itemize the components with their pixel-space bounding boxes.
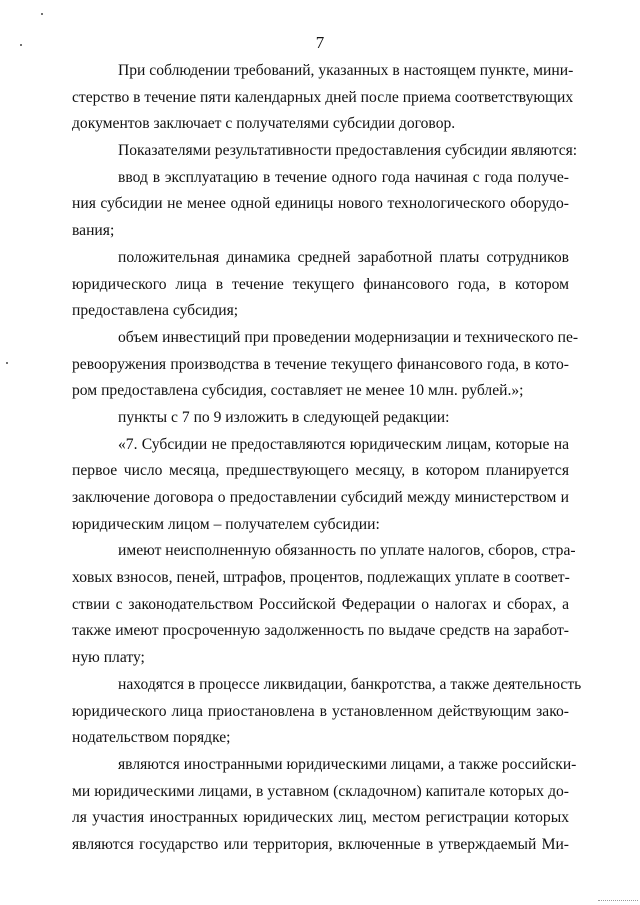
paragraph-line: нодательством порядке;	[72, 729, 231, 747]
scan-speck	[41, 13, 43, 15]
paragraph-line: ния субсидии не менее одной единицы нового технологического оборудо-	[72, 195, 569, 213]
paragraph-line: Показателями результативности предоставления субсидии являются:	[118, 142, 578, 160]
paragraph-line: предоставлена субсидия;	[72, 302, 239, 320]
scan-speck	[6, 362, 8, 364]
scan-edge-mark	[598, 900, 638, 902]
paragraph-line: пункты с 7 по 9 изложить в следующей редакции:	[118, 408, 450, 426]
paragraph-line: также имеют просроченную задолженность по выдаче средств на заработ-	[72, 622, 569, 640]
paragraph-line: ную плату;	[72, 649, 145, 667]
paragraph-line: юридического лица в течение текущего финансового года, в котором	[72, 275, 569, 293]
body-text	[72, 58, 582, 859]
paragraph-line: документов заключает с получателями субсидии договор.	[72, 115, 456, 133]
paragraph-line: При соблюдении требований, указанных в настоящем пункте, мини-	[118, 62, 574, 79]
paragraph-line: являются иностранными юридическими лицами, а также российски-	[118, 755, 577, 773]
paragraph-line: юридическим лицом – получателем субсидии:	[72, 515, 380, 533]
paragraph-line: имеют неисполненную обязанность по уплате налогов, сборов, стра-	[118, 542, 576, 560]
paragraph-line: ля участия иностранных юридических лиц, местом регистрации которых	[72, 809, 569, 827]
paragraph-line: ховых взносов, пеней, штрафов, процентов, подлежащих уплате в соответ-	[72, 569, 570, 587]
paragraph-line: «7. Субсидии не предоставляются юридическим лицам, которые на	[118, 435, 569, 453]
page-number: 7	[315, 33, 325, 52]
paragraph-line: ром предоставлена субсидия, составляет не менее 10 млн. рублей.»;	[72, 382, 524, 400]
paragraph-line: положительная динамика средней заработной платы сотрудников	[118, 248, 569, 266]
paragraph-line: юридического лица приостановлена в установленном действующим зако-	[72, 702, 569, 720]
paragraph-line: ревооружения производства в течение текущего финансового года, в кото-	[72, 355, 569, 373]
paragraph-line: заключение договора о предоставлении субсидий между министерством и	[72, 489, 569, 506]
paragraph-line: стерство в течение пяти календарных дней после приема соответствующих	[72, 88, 574, 106]
paragraph-line: ввод в эксплуатацию в течение одного года начиная с года получе-	[118, 168, 569, 186]
paragraph-line: ствии с законодательством Российской Федерации о налогах и сборах, а	[72, 595, 569, 613]
paragraph-line: ми юридическими лицами, в уставном (складочном) капитале которых до-	[72, 782, 569, 800]
paragraph-line: первое число месяца, предшествующего месяцу, в котором планируется	[72, 462, 569, 480]
paragraph-line: находятся в процессе ликвидации, банкротства, а также деятельность	[118, 675, 582, 693]
paragraph-line: являются государство или территория, включенные в утверждаемый Ми-	[72, 835, 569, 853]
paragraph-line: объем инвестиций при проведении модернизации и технического пе-	[118, 328, 579, 346]
paragraph-line: вания;	[72, 222, 115, 240]
